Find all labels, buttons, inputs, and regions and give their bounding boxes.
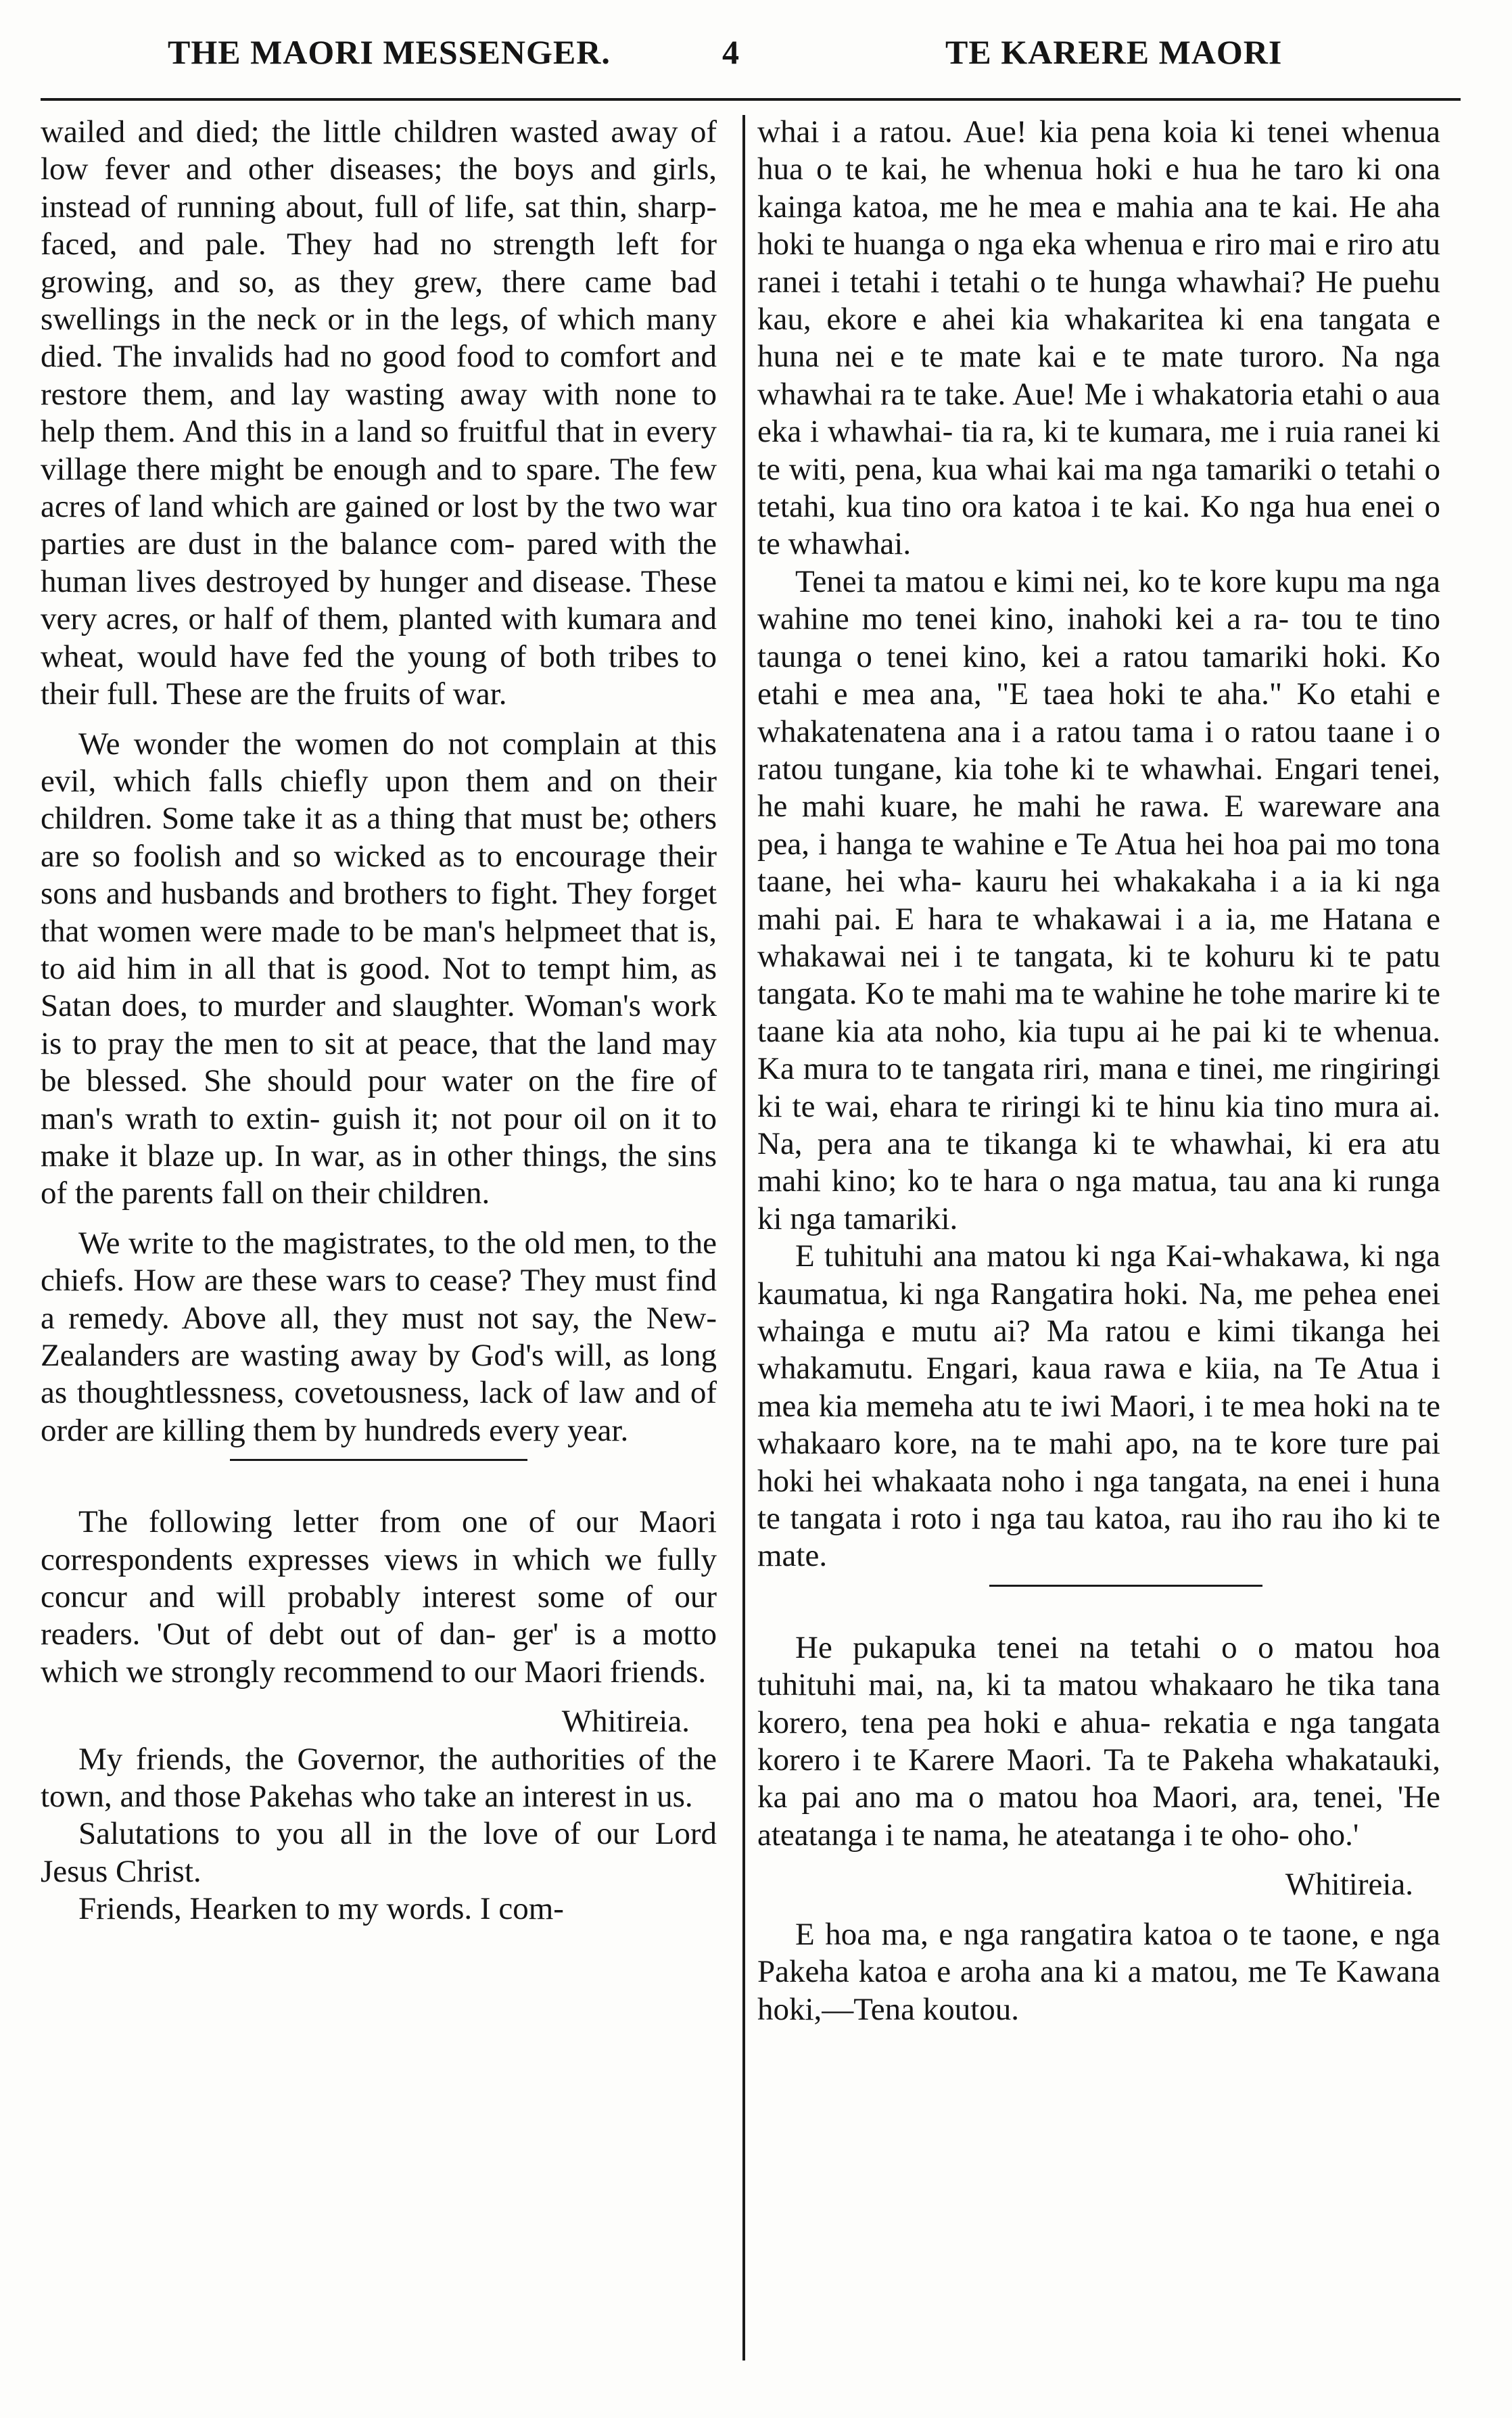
text-line: are wasting away by God's will, as long as xyxy=(41,1338,717,1411)
english-masthead: THE MAORI MESSENGER. xyxy=(168,33,611,71)
article-paragraph xyxy=(757,563,1440,1238)
text-line: mura ai. Na, pera ana te tikanga ki te xyxy=(757,1088,1440,1161)
text-line: Tenei ta matou e kimi nei, ko te kore kupu xyxy=(795,563,1339,599)
text-line: might be enough and to spare. The few xyxy=(210,451,717,487)
maori-column xyxy=(757,114,1440,2028)
letter-signature: Whitireia. xyxy=(1285,1867,1413,1903)
text-line: na te whakaaro kore, na te mahi apo, na te xyxy=(757,1388,1440,1462)
letter-signature: Whitireia. xyxy=(561,1704,690,1740)
editor-note xyxy=(757,1629,1440,1854)
text-line: correspondents expresses views in which we xyxy=(41,1541,642,1577)
article-paragraph xyxy=(757,114,1440,563)
text-line: to pray the men to sit at peace, that the xyxy=(72,1025,586,1061)
text-line: matou, me Te Kawana hoki,—Tena koutou. xyxy=(757,1954,1440,2027)
text-line: turoro. Na nga whawhai ra te take. Aue! xyxy=(757,339,1440,412)
text-line: witi, pena, kua whai kai ma nga tamariki o xyxy=(788,451,1337,487)
text-line: te tangata riri, mana e tinei, me ringiringi xyxy=(911,1051,1441,1087)
text-line: guish it; not pour oil on it to make it blaze xyxy=(41,1100,717,1173)
text-line: nga eka whenua e riro mai e riro atu ranei xyxy=(757,227,1441,300)
text-line: died. The invalids had no good food to xyxy=(41,339,550,375)
text-line: Salutations to you all in the love of our xyxy=(78,1816,639,1852)
text-line: wailed and died; the little children wasted xyxy=(41,114,599,149)
text-line: war. xyxy=(452,676,507,712)
text-line: away with none to help them. And this in xyxy=(41,376,717,450)
text-line: Ko nga hua enei o te whawhai. xyxy=(757,489,1441,562)
text-line: i tetahi i tetahi o te hunga whawhai? He xyxy=(830,264,1353,300)
text-line: two war parties are dust in the balance com- xyxy=(41,489,717,562)
text-line: and so wicked as to encourage their sons xyxy=(41,838,717,912)
text-line: hoki te aha." Ko etahi e whakatenatena xyxy=(757,676,1440,749)
text-line: Na, me pehea enei whainga e mutu ai? Ma xyxy=(757,1276,1441,1349)
text-line: boys and girls, instead of running about, full xyxy=(41,152,717,225)
text-line: We wonder the women do not complain xyxy=(78,726,621,762)
text-line: of life, sat thin, sharp-faced, and pale. xyxy=(41,189,717,262)
text-line: land may be blessed. She should pour xyxy=(41,1025,717,1099)
text-line: comfort and restore them, and lay wasting xyxy=(41,339,717,412)
text-line: tenei, he mahi kuare, he mahi he rawa. E xyxy=(757,751,1441,824)
text-line: We write to the magistrates, to the old xyxy=(78,1225,565,1261)
text-line: tangata, na enei i huna te tangata i roto i xyxy=(757,1463,1441,1537)
text-line: kia memeha atu te iwi Maori, i te mea hoki xyxy=(818,1388,1371,1424)
text-line: every year. xyxy=(489,1412,629,1448)
text-line: ki te wai, ehara te riringi ki te hinu kia tino xyxy=(757,1088,1324,1124)
text-line: and of order are killing them by hundreds xyxy=(41,1375,717,1448)
text-line: interest in us. xyxy=(522,1779,693,1815)
text-line: Me i whakatoria etahi o aua eka i whawhai- xyxy=(757,376,1440,450)
text-line: oho.' xyxy=(1297,1817,1359,1853)
text-line: of the town, and those Pakehas who take an xyxy=(41,1741,717,1815)
text-line: and husbands and brothers to fight. They xyxy=(106,876,633,912)
text-line: whai i a ratou. Aue! kia pena koia ki xyxy=(757,114,1255,149)
text-line: Friends, Hearken to my words. I com- xyxy=(78,1891,564,1927)
text-line: tangata e huna nei e te mate kai e te mate xyxy=(757,302,1441,375)
text-line: good. Not to tempt him, as Satan does, to xyxy=(41,950,717,1024)
text-line: tribes to their full. These are the fruits of xyxy=(41,638,717,712)
text-line: kore ture pai hoki hei whakaata noho i nga xyxy=(757,1426,1440,1499)
column-divider xyxy=(742,115,745,2361)
text-line: a land so fruitful that in every village there xyxy=(41,414,717,487)
text-line: tenei whenua hua o te kai, he whenua hoki xyxy=(757,114,1440,187)
text-line: so, as they grew, there came bad swellings xyxy=(41,264,717,338)
text-line: water on the fire of man's wrath to extin- xyxy=(41,1063,717,1136)
text-line: hoa tuhituhi mai, na, ki ta matou whakaaro xyxy=(757,1629,1441,1703)
text-line: acres of land which are gained or lost by the xyxy=(41,489,605,525)
article-paragraph xyxy=(41,114,717,714)
text-line: helpmeet that is, to aid him in all that is xyxy=(41,913,717,986)
text-line: to our Maori friends. xyxy=(441,1654,707,1690)
text-line: and on their children. Some take it as a xyxy=(41,763,717,837)
text-line: ma o matou hoa Maori, ara, tenei, 'He xyxy=(915,1780,1440,1815)
text-line: whawhai, ki era atu mahi kino; ko te hara o xyxy=(757,1125,1441,1199)
text-line: tupu ai he pai ki te whenua. Ka mura to xyxy=(757,1013,1440,1087)
english-column xyxy=(41,114,717,1928)
text-line: kauru hei whakakaha i a ia ki nga mahi pai. xyxy=(757,864,1441,937)
text-line: tia ra, ki te kumara, me i ruia ranei ki te xyxy=(757,414,1441,487)
text-line: ger' is a motto which we strongly recommend xyxy=(41,1617,717,1690)
text-line: My friends, the Governor, the authorities xyxy=(78,1741,625,1777)
text-line: forget that women were made to be man's xyxy=(41,876,717,949)
text-line: hunger and disease. These very acres, or xyxy=(41,563,717,637)
text-line: thing that must be; others are so foolish xyxy=(41,801,717,874)
text-line: tetahi o tetahi, kua tino ora katoa i te kai. xyxy=(757,451,1441,525)
text-line: E tuhituhi ana matou ki nga Kai-whakawa, xyxy=(795,1238,1350,1274)
maori-masthead: TE KARERE MAORI xyxy=(945,33,1283,71)
text-line: tamariki hoki. Ko etahi e mea ana, "E taea xyxy=(757,638,1441,712)
text-line: ma nga wahine mo tenei kino, inahoki kei a ra- xyxy=(757,563,1441,637)
text-line: away of low fever and other diseases; the xyxy=(41,114,717,187)
text-line: wareware ana pea, i hanga te wahine e Te xyxy=(757,789,1440,862)
text-line: of our readers. 'Out of debt out of dan- xyxy=(41,1579,717,1652)
text-line: Maori. Ta te Pakeha whakatauki, ka pai ano xyxy=(757,1742,1441,1815)
text-line: men, to the chiefs. How are these wars to xyxy=(41,1225,717,1299)
text-line: nga tau katoa, rau iho rau iho ki te mate. xyxy=(757,1501,1440,1574)
text-line: They had no strength left for growing, and xyxy=(41,227,717,300)
text-line: e hua he taro ki ona kainga katoa, me he mea e xyxy=(757,152,1441,225)
text-line: thoughtlessness, covetousness, lack of law xyxy=(76,1375,625,1411)
text-line: pared with the human lives destroyed by xyxy=(41,526,717,599)
text-line: taone, e nga Pakeha katoa e aroha ana ki a xyxy=(757,1916,1440,1990)
page-number: 4 xyxy=(722,33,740,71)
text-line: up. In war, as in other things, the sins of xyxy=(41,1138,717,1211)
editor-note xyxy=(41,1504,717,1691)
text-line: he tika tana korero, tena pea hoki e ahua- xyxy=(757,1667,1440,1740)
text-line: ki nga kaumatua, ki nga Rangatira hoki. xyxy=(757,1238,1441,1311)
letter-paragraph xyxy=(41,1890,717,1928)
text-line: Atua hei hoa pai mo tona taane, hei wha- xyxy=(757,826,1440,900)
text-line: wheat, would have fed the young of both xyxy=(41,638,596,674)
header-rule xyxy=(41,98,1461,101)
text-line: cease? They must find a remedy. Above xyxy=(41,1263,717,1336)
text-line: half of them, planted with kumara and xyxy=(224,601,717,637)
page-header xyxy=(41,32,1461,87)
text-line: the parents fall on their children. xyxy=(74,1176,490,1211)
text-line: ateatanga i te nama, he ateatanga i te oho- xyxy=(757,1817,1290,1853)
text-line: in the neck or in the legs, of which many xyxy=(171,302,717,338)
text-line: nga matua, tau ana ki runga ki nga tamariki. xyxy=(757,1163,1441,1236)
text-line: mahia ana te kai. He aha hoki te huanga o xyxy=(757,189,1441,262)
text-line: at this evil, which falls chiefly upon them xyxy=(41,726,717,799)
text-line: He pukapuka tenei na tetahi o o matou xyxy=(795,1629,1374,1665)
text-line: patu tangata. Ko te mahi ma te wahine he xyxy=(757,938,1440,1012)
text-line: tou te tino taunga o tenei kino, kei a ratou xyxy=(757,601,1440,674)
text-line: Engari, kaua rawa e kiia, na Te Atua i mea xyxy=(757,1351,1441,1424)
text-line: E hara te whakawai i a ia, me Hatana e xyxy=(895,901,1440,937)
letter-paragraph xyxy=(757,1916,1440,2028)
section-rule xyxy=(41,1449,717,1504)
text-line: fully concur and will probably interest some xyxy=(41,1541,717,1615)
article-paragraph xyxy=(757,1238,1440,1575)
letter-paragraph xyxy=(41,1741,717,1816)
text-line: whakawai nei i te tangata, ki te kohuru ki te xyxy=(757,938,1371,974)
article-paragraph xyxy=(41,1225,717,1449)
text-line: The following letter from one of our Maori xyxy=(78,1504,717,1540)
section-rule xyxy=(757,1575,1440,1629)
text-line: tohe marire ki te taane kia ata noho, kia xyxy=(757,976,1440,1049)
text-line: ratou e kimi tikanga hei whakamutu. xyxy=(757,1313,1440,1387)
text-line: E hoa ma, e nga rangatira katoa o te xyxy=(795,1916,1273,1952)
text-line: tungane, kia tohe ki te whawhai. Engari xyxy=(834,751,1360,787)
text-line: murder and slaughter. Woman's work is xyxy=(41,988,717,1061)
article-paragraph xyxy=(41,726,717,1213)
text-line: puehu kau, ekore e ahei kia whakaritea ki ena xyxy=(757,264,1441,338)
text-line: ana i a ratou tama i o ratou taane i o ratou xyxy=(757,714,1440,787)
text-line: rekatia e nga tangata korero i te Karere xyxy=(757,1704,1440,1778)
text-line: Lord Jesus Christ. xyxy=(41,1816,717,1889)
letter-paragraph xyxy=(41,1815,717,1890)
text-line: all, they must not say, the New-Zealanders xyxy=(41,1300,717,1373)
